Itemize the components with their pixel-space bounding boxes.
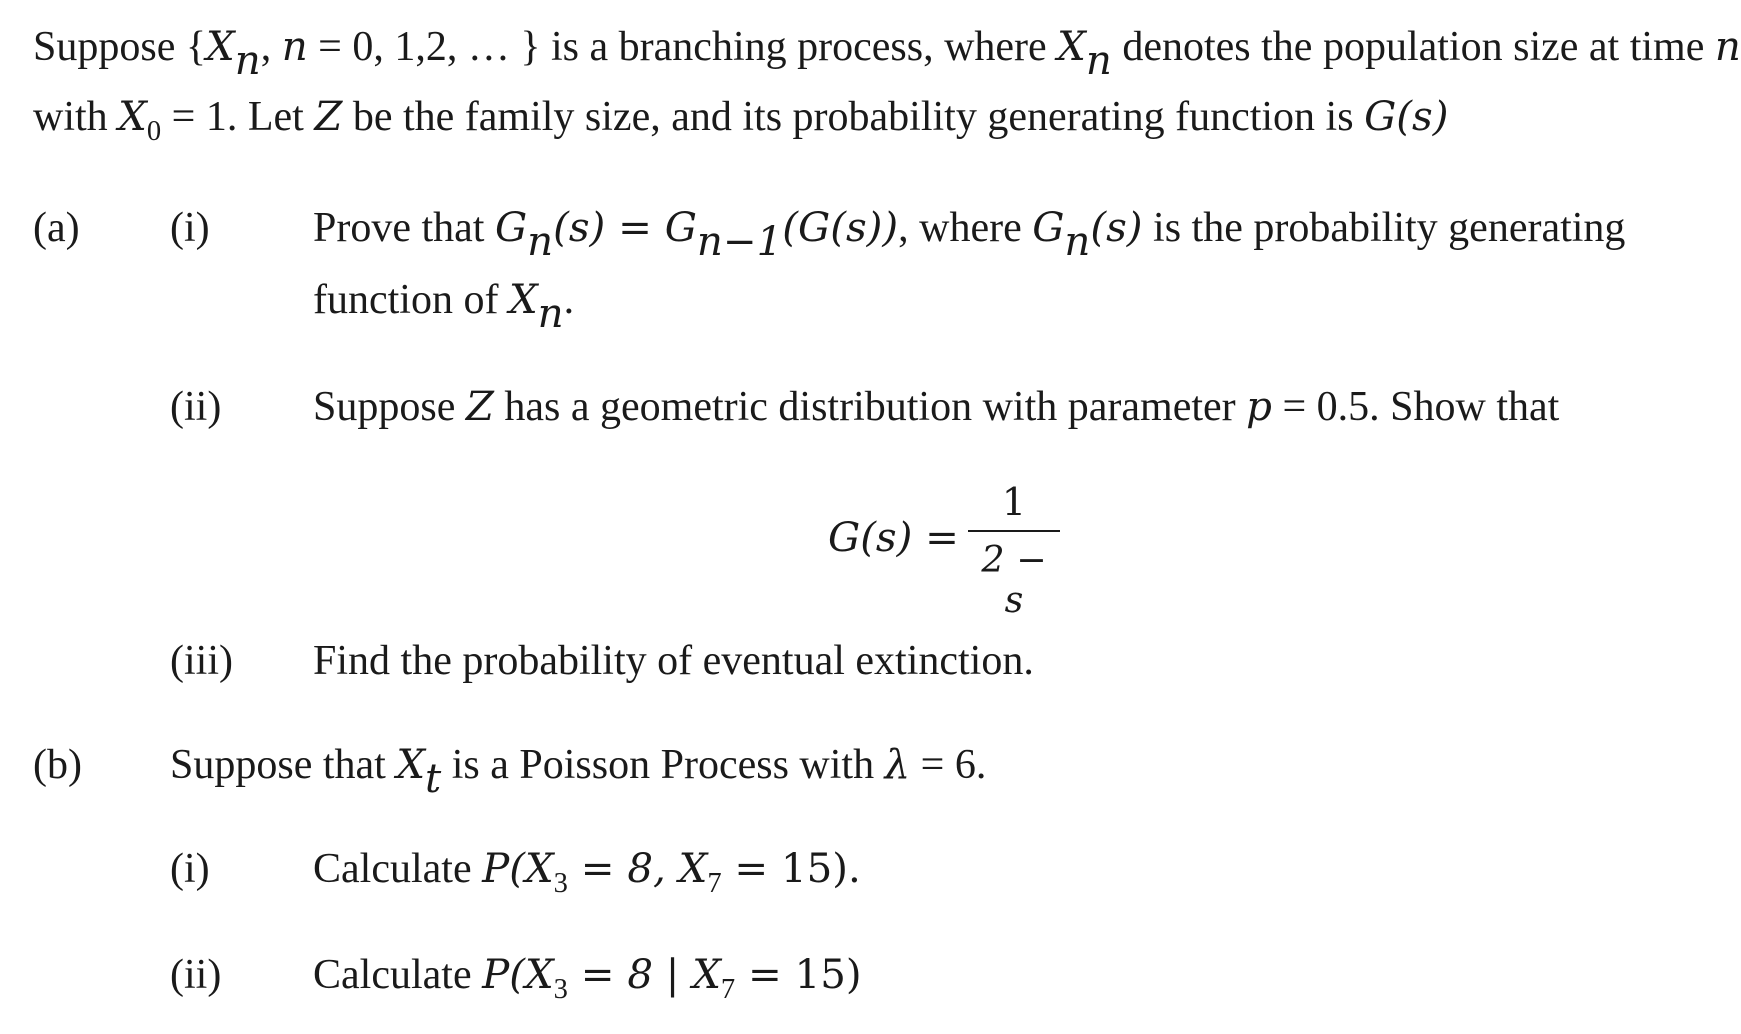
part-b-label — [33, 740, 82, 790]
math-sub: 3 — [553, 973, 568, 1005]
math-var: G — [1032, 204, 1065, 251]
math-var: λ — [884, 741, 911, 788]
math-sub: t — [425, 755, 442, 803]
intro-text: = 1. Let — [161, 94, 315, 140]
part-a-iii-text — [313, 636, 1034, 686]
label-a-ii: (ii) — [170, 384, 222, 430]
math-expr: (s) — [1090, 204, 1143, 251]
intro-text: be the family size, and its probability generating function is — [342, 94, 1365, 140]
math-expr: P(X — [482, 845, 554, 892]
intro-text: = 0, 1,2, … } — [307, 24, 541, 70]
math-var: X — [396, 741, 426, 788]
text: function of — [313, 277, 509, 323]
label-b-i: (i) — [170, 846, 210, 892]
intro-text: Suppose { — [33, 24, 207, 70]
math-sub: n — [1064, 218, 1091, 266]
math-var: Z — [465, 383, 494, 430]
part-b-intro — [170, 740, 987, 803]
math-expr: G(s) = — [828, 514, 959, 561]
text: Suppose — [313, 384, 466, 430]
math-var: X — [508, 276, 538, 323]
math-expr: G(s) — [1364, 93, 1449, 140]
text: is the probability generating — [1142, 205, 1626, 251]
math-var: n — [1714, 23, 1741, 70]
intro-text: , — [260, 24, 282, 70]
math-expr: P(X — [482, 951, 554, 998]
math-sub: 3 — [553, 867, 568, 899]
math-expr: = 15) — [735, 951, 862, 998]
fraction-numerator: 1 — [1001, 480, 1027, 524]
text: = 6. — [910, 742, 987, 788]
label-a-i: (i) — [170, 205, 210, 251]
intro-text: with — [33, 94, 119, 140]
intro-text: is a branching process, where — [540, 24, 1058, 70]
text: Calculate — [313, 952, 483, 998]
math-var: Z — [314, 93, 343, 140]
math-var: p — [1246, 383, 1272, 430]
fraction-bar — [968, 530, 1060, 532]
intro-line-1 — [33, 22, 1741, 85]
math-expr: = 8, X — [567, 845, 708, 892]
part-b-ii-text — [313, 950, 862, 1005]
math-sub: n — [1085, 37, 1112, 85]
math-var: X — [1057, 23, 1086, 70]
part-a-i-label — [170, 203, 210, 253]
text: has a geometric distribution with parameter — [493, 384, 1247, 430]
math-var: n — [281, 23, 308, 70]
part-b-i-text — [313, 844, 861, 899]
equation-fraction — [968, 480, 1060, 621]
label-b-ii: (ii) — [170, 952, 222, 998]
math-sub: n — [234, 37, 261, 85]
part-a-label — [33, 203, 80, 253]
text: is a Poisson Process with — [441, 742, 885, 788]
math-expr: = 15). — [721, 845, 861, 892]
math-var: X — [118, 93, 147, 140]
part-b-ii-label — [170, 950, 221, 1000]
text: Find the probability of eventual extinction. — [313, 638, 1034, 684]
math-expr: (s) = — [553, 204, 665, 251]
part-a-i-line-2 — [313, 275, 575, 338]
part-a-ii-line-1 — [313, 382, 1559, 432]
part-a-i-line-1 — [313, 203, 1626, 266]
math-sub: 7 — [707, 867, 722, 899]
math-var: G — [664, 204, 697, 251]
label-a: (a) — [33, 205, 80, 251]
part-b-i-label — [170, 844, 210, 894]
label-a-iii: (iii) — [170, 638, 233, 684]
text: Suppose that — [170, 742, 397, 788]
math-sub: 0 — [146, 115, 162, 147]
fraction-denominator: 2 − s — [981, 538, 1047, 621]
text: , where — [898, 205, 1033, 251]
math-var: G — [494, 204, 528, 251]
text: . — [563, 277, 575, 323]
intro-line-2 — [33, 92, 1449, 147]
math-var: X — [206, 23, 235, 70]
math-expr: = 8 | X — [567, 951, 721, 998]
part-a-iii-label — [170, 636, 233, 686]
math-sub: 7 — [720, 973, 736, 1005]
text: = 0.5. Show that — [1271, 384, 1560, 430]
text: Prove that — [313, 205, 495, 251]
math-expr: (G(s)) — [782, 204, 899, 251]
math-sub: n — [527, 218, 554, 266]
equation-lhs — [828, 513, 959, 563]
label-b: (b) — [33, 742, 82, 788]
math-sub: n — [537, 290, 564, 338]
intro-text: denotes the population size at time — [1111, 24, 1715, 70]
text: Calculate — [313, 846, 483, 892]
math-sub: n−1 — [696, 218, 783, 266]
part-a-ii-label — [170, 382, 221, 432]
